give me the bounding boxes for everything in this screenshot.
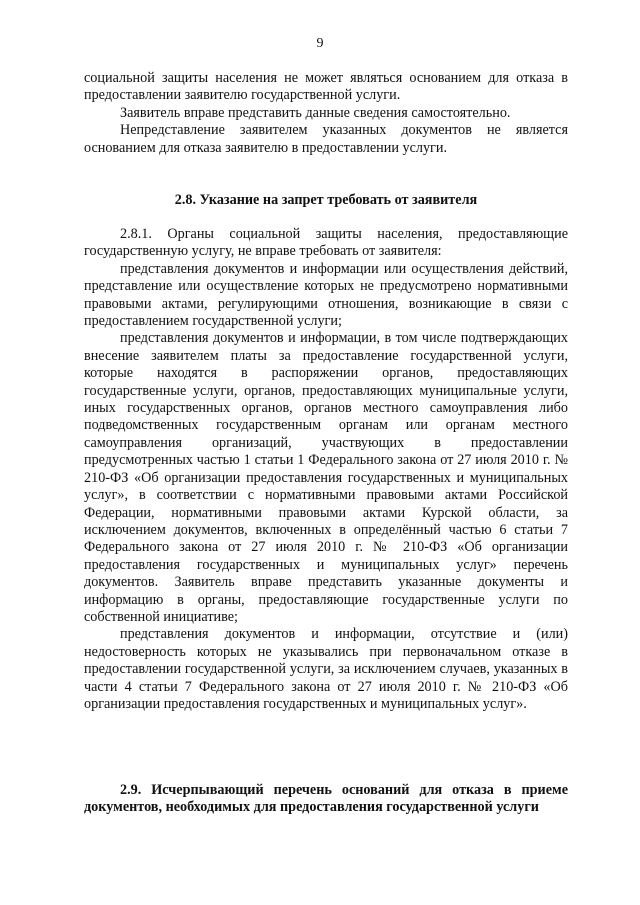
section-2-8: [84, 192, 568, 209]
page-number: 9: [316, 36, 324, 51]
paragraph: представления документов и информации, в том числе подтверждающих внесение заявителем платы за предоставление государственной услуги, которые находятся в распоряжении органов, предоставляющих государственные услуги, органов, предоставляющих муниципальные услуги, иных государственных органов, органов местного самоуправления либо подведомственных государственным органам или органам местного самоуправления организаций, участвующих в предоставлении предусмотренных частью 1 статьи 1 Федерального закона от 27 июля 2010 г. № 210-ФЗ «Об организации предоставления государственных и муниципальных услуг», в соответствии с нормативными правовыми актами Российской Федерации, нормативными правовыми актами Курской области, за исключением документов, включенных в определённый частью 6 статьи 7 Федерального закона от 27 июля 2010 г. № 210-ФЗ «Об организации предоставления государственных и муниципальных услуг» перечень документов. Заявитель вправе представить указанные документы и информацию в органы, предоставляющие государственные услуги по собственной инициативе;: [84, 330, 568, 625]
section-heading: 2.8. Указание на запрет требовать от заявителя: [174, 192, 478, 208]
paragraph: Непредставление заявителем указанных документов не является основанием для отказа заявителю в предоставлении услуги.: [84, 122, 568, 156]
section-2-9: [84, 782, 568, 817]
paragraph: социальной защиты населения не может являться основанием для отказа в предоставлении заявителю государственной услуги.: [84, 70, 568, 104]
paragraph: Заявитель вправе представить данные сведения самостоятельно.: [120, 104, 511, 121]
paragraph: 2.8.1. Органы социальной защиты населения, предоставляющие государственную услугу, не вправе требовать от заявителя:: [84, 226, 568, 260]
intro-block: [84, 70, 568, 157]
section-2-8-body: [84, 226, 568, 713]
paragraph: представления документов и информации или осуществления действий, представление или осуществление которых не предусмотрено нормативными правовыми актами, регулирующими отношения, возникающие в связи с предоставлением государственной услуги;: [84, 260, 568, 330]
section-heading: 2.9. Исчерпывающий перечень оснований для отказа в приеме документов, необходимых для предоставления государственной услуги: [84, 782, 568, 816]
paragraph: представления документов и информации, отсутствие и (или) недостоверность которых не указывались при первоначальном отказе в предоставлении государственной услуги, за исключением случаев, указанных в части 4 статьи 7 Федерального закона от 27 июля 2010 г. № 210-ФЗ «Об организации предоставления государственных и муниципальных услуг».: [84, 626, 568, 712]
